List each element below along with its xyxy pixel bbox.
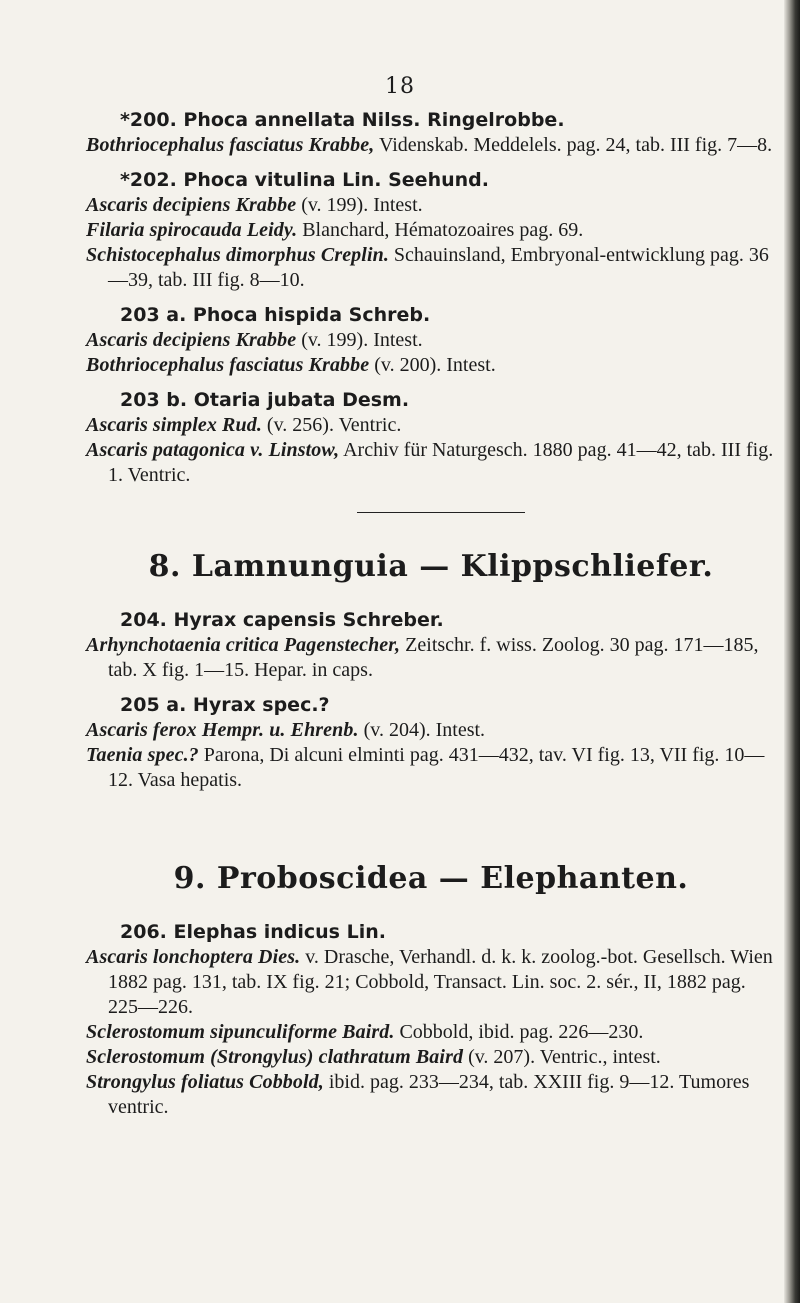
section-proboscidea [86,861,776,1120]
parasite-name: Bothriocephalus fasciatus Krabbe, [86,134,375,156]
parasite-reference: (v. 199). Intest. [296,329,423,351]
parasite-reference: Videnskab. Meddelels. pag. 24, tab. III fig. 7—8. [374,134,773,156]
parasite-name: Ascaris patagonica v. Linstow, [86,439,340,461]
parasite-name: Ascaris simplex Rud. [86,414,262,436]
entry-heading: *202. Phoca vitulina Lin. Seehund. [120,169,489,191]
parasite-name: Arhynchotaenia critica Pagenstecher, [86,634,401,656]
parasite-name: Sclerostomum sipunculiforme Baird. [86,1021,395,1043]
parasite-reference: Zeitschr. f. wiss. Zoolog. 30 pag. 171—185, tab. X fig. 1—15. Hepar. in caps. [108,634,759,681]
section-divider [357,512,525,513]
parasite-name: Ascaris ferox Hempr. u. Ehrenb. [86,719,359,741]
entry-heading: 205 a. Hyrax spec.? [120,694,330,716]
section-lamnunguia [86,549,776,793]
parasite-entry [86,438,776,488]
parasite-name: Schistocephalus dimorphus Creplin. [86,244,389,266]
page-number: 18 [385,74,415,99]
entry-heading: 206. Elephas indicus Lin. [120,921,386,943]
parasite-entry [86,945,776,1020]
parasite-name: Ascaris decipiens Krabbe [86,194,297,216]
parasite-entry [86,743,776,793]
parasite-entry [86,633,776,683]
parasite-reference: (v. 200). Intest. [369,354,496,376]
parasite-name: Taenia spec.? [86,744,199,766]
entry-heading: 203 a. Phoca hispida Schreb. [120,304,431,326]
parasite-entry [86,353,776,378]
entry-heading: 203 b. Otaria jubata Desm. [120,389,410,411]
parasite-reference: Blanchard, Hématozoaires pag. 69. [297,219,584,241]
parasite-reference: Schauinsland, Embryonal-entwicklung pag. 36—39, tab. III fig. 8—10. [108,244,769,291]
page-content [86,108,776,1120]
parasite-reference: ibid. pag. 233—234, tab. XXIII fig. 9—12. Tumores ventric. [108,1071,750,1118]
parasite-name: Ascaris lonchoptera Dies. [86,946,301,968]
parasite-entry [86,133,776,158]
parasite-reference: (v. 207). Ventric., intest. [463,1046,661,1068]
parasite-entry [86,413,776,438]
parasite-entry [86,328,776,353]
parasite-name: Sclerostomum (Strongylus) clathratum Baird [86,1046,464,1068]
parasite-reference: (v. 204). Intest. [358,719,486,741]
parasite-reference: (v. 199). Intest. [296,194,423,216]
page-edge-shadow [784,0,800,1303]
parasite-reference: Parona, Di alcuni elminti pag. 431—432, tav. VI fig. 13, VII fig. 10—12. Vasa hepatis. [108,744,765,791]
parasite-entry [86,1045,776,1070]
section-title: 9. Proboscidea — Elephanten. [173,861,689,896]
parasite-entry [86,1020,776,1045]
parasite-reference: Cobbold, ibid. pag. 226—230. [394,1021,644,1043]
parasite-reference: v. Drasche, Verhandl. d. k. k. zoolog.-bot. Gesellsch. Wien 1882 pag. 131, tab. IX fig. 21; Cobbold, Transact. Lin. soc. 2. sér., II, 1882 pag. 225—226. [108,946,773,1018]
parasite-entry [86,218,776,243]
parasite-reference: (v. 256). Ventric. [261,414,402,436]
entry-heading: 204. Hyrax capensis Schreber. [120,609,444,631]
parasite-name: Filaria spirocauda Leidy. [86,219,298,241]
parasite-entry [86,718,776,743]
section-pinnipeds [86,108,776,488]
parasite-entry [86,193,776,218]
parasite-name: Ascaris decipiens Krabbe [86,329,297,351]
section-title: 8. Lamnunguia — Klippschliefer. [148,549,714,584]
parasite-name: Strongylus foliatus Cobbold, [86,1071,324,1093]
entry-heading: *200. Phoca annellata Nilss. Ringelrobbe. [120,109,565,131]
parasite-entry [86,243,776,293]
parasite-reference: Archiv für Naturgesch. 1880 pag. 41—42, tab. III fig. 1. Ventric. [108,439,774,486]
parasite-entry [86,1070,776,1120]
parasite-name: Bothriocephalus fasciatus Krabbe [86,354,370,376]
